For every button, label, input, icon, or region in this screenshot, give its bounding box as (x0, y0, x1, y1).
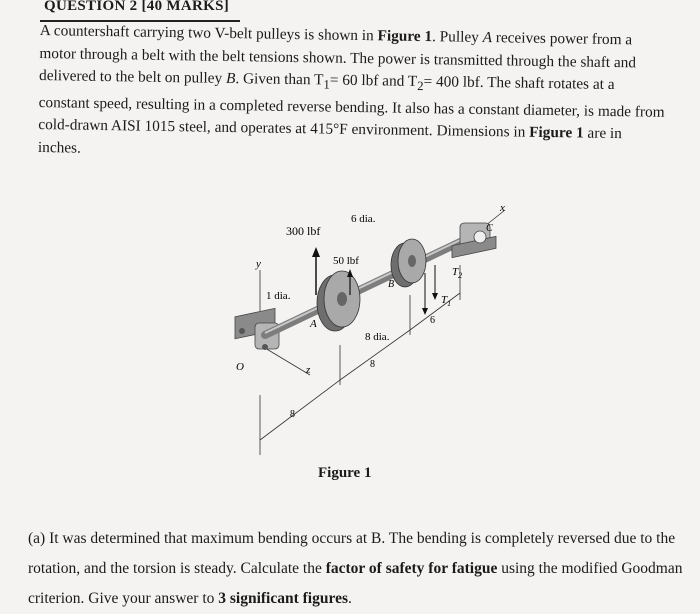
force-50-label: 50 lbf (333, 255, 359, 267)
point-b-label: B (388, 279, 395, 290)
pulley-a-ref: A (482, 28, 493, 47)
question-a-label: (a) (28, 530, 46, 547)
point-o-label: O (236, 361, 244, 373)
figure-caption: Figure 1 (318, 465, 372, 481)
problem-text-t2: = 400 lbf. The shaft rotates at a constant speed, resulting in a completed reverse bending. It also has a constant diameter, is made from cold-drawn AISI 1015 steel, and operates at 415°F environment. Dimensions in (38, 73, 665, 141)
dia-8-label: 8 dia. (365, 331, 390, 343)
problem-text-end: are in inches. (37, 124, 623, 157)
axis-z-label: z (306, 364, 311, 376)
problem-text-1b: . Pulley (431, 28, 483, 46)
dim-6-label: 6 (430, 315, 435, 326)
problem-statement (38, 20, 668, 169)
figure-ref-1: Figure 1 (377, 27, 433, 46)
question-a-text2: using the modified Goodman criterion. Give your answer to (28, 560, 683, 607)
figure-ref-2: Figure 1 (529, 123, 584, 142)
dia-1-label: 1 dia. (266, 290, 291, 302)
point-c-label: C (486, 223, 493, 234)
axis-x-label: x (500, 202, 505, 214)
dia-6-label: 6 dia. (351, 213, 376, 225)
point-a-label: A (310, 318, 317, 330)
question-header: QUESTION 2 [40 MARKS] (44, 0, 230, 14)
axis-y-label: y (256, 258, 261, 270)
problem-text-1d: . Given than T (235, 70, 324, 89)
t1-subscript: 1 (323, 77, 330, 92)
pulley-b-ref: B (225, 69, 236, 88)
question-a-text3: . (348, 590, 352, 607)
t2-subscript: 2 (417, 78, 424, 94)
question-a-bold1: factor of safety for fatigue (325, 560, 498, 577)
force-300-label: 300 lbf (286, 224, 321, 238)
question-a-text1: It was determined that maximum bending occurs at B. The bending is completely reversed due to the rotation, and the torsion is steady. Calculate the (28, 530, 676, 577)
t1-label: $T_1$ (441, 294, 452, 308)
question-a-bold2: 3 significant figures (218, 590, 348, 607)
countershaft-figure (220, 195, 520, 465)
t2-label: $T_2$ (452, 266, 463, 280)
problem-text-t1: = 60 lbf and T (329, 71, 418, 90)
problem-text-1: A countershaft carrying two V-belt pulleys is shown in (39, 21, 378, 45)
problem-text-1c: receives power from a motor through a belt with the belt tensions shown. The power is transmitted through the shaft and delivered to the belt on pulley (38, 29, 637, 87)
question-a (28, 524, 688, 614)
dim-8a-label: 8 (290, 409, 295, 420)
dim-8b-label: 8 (370, 359, 375, 370)
